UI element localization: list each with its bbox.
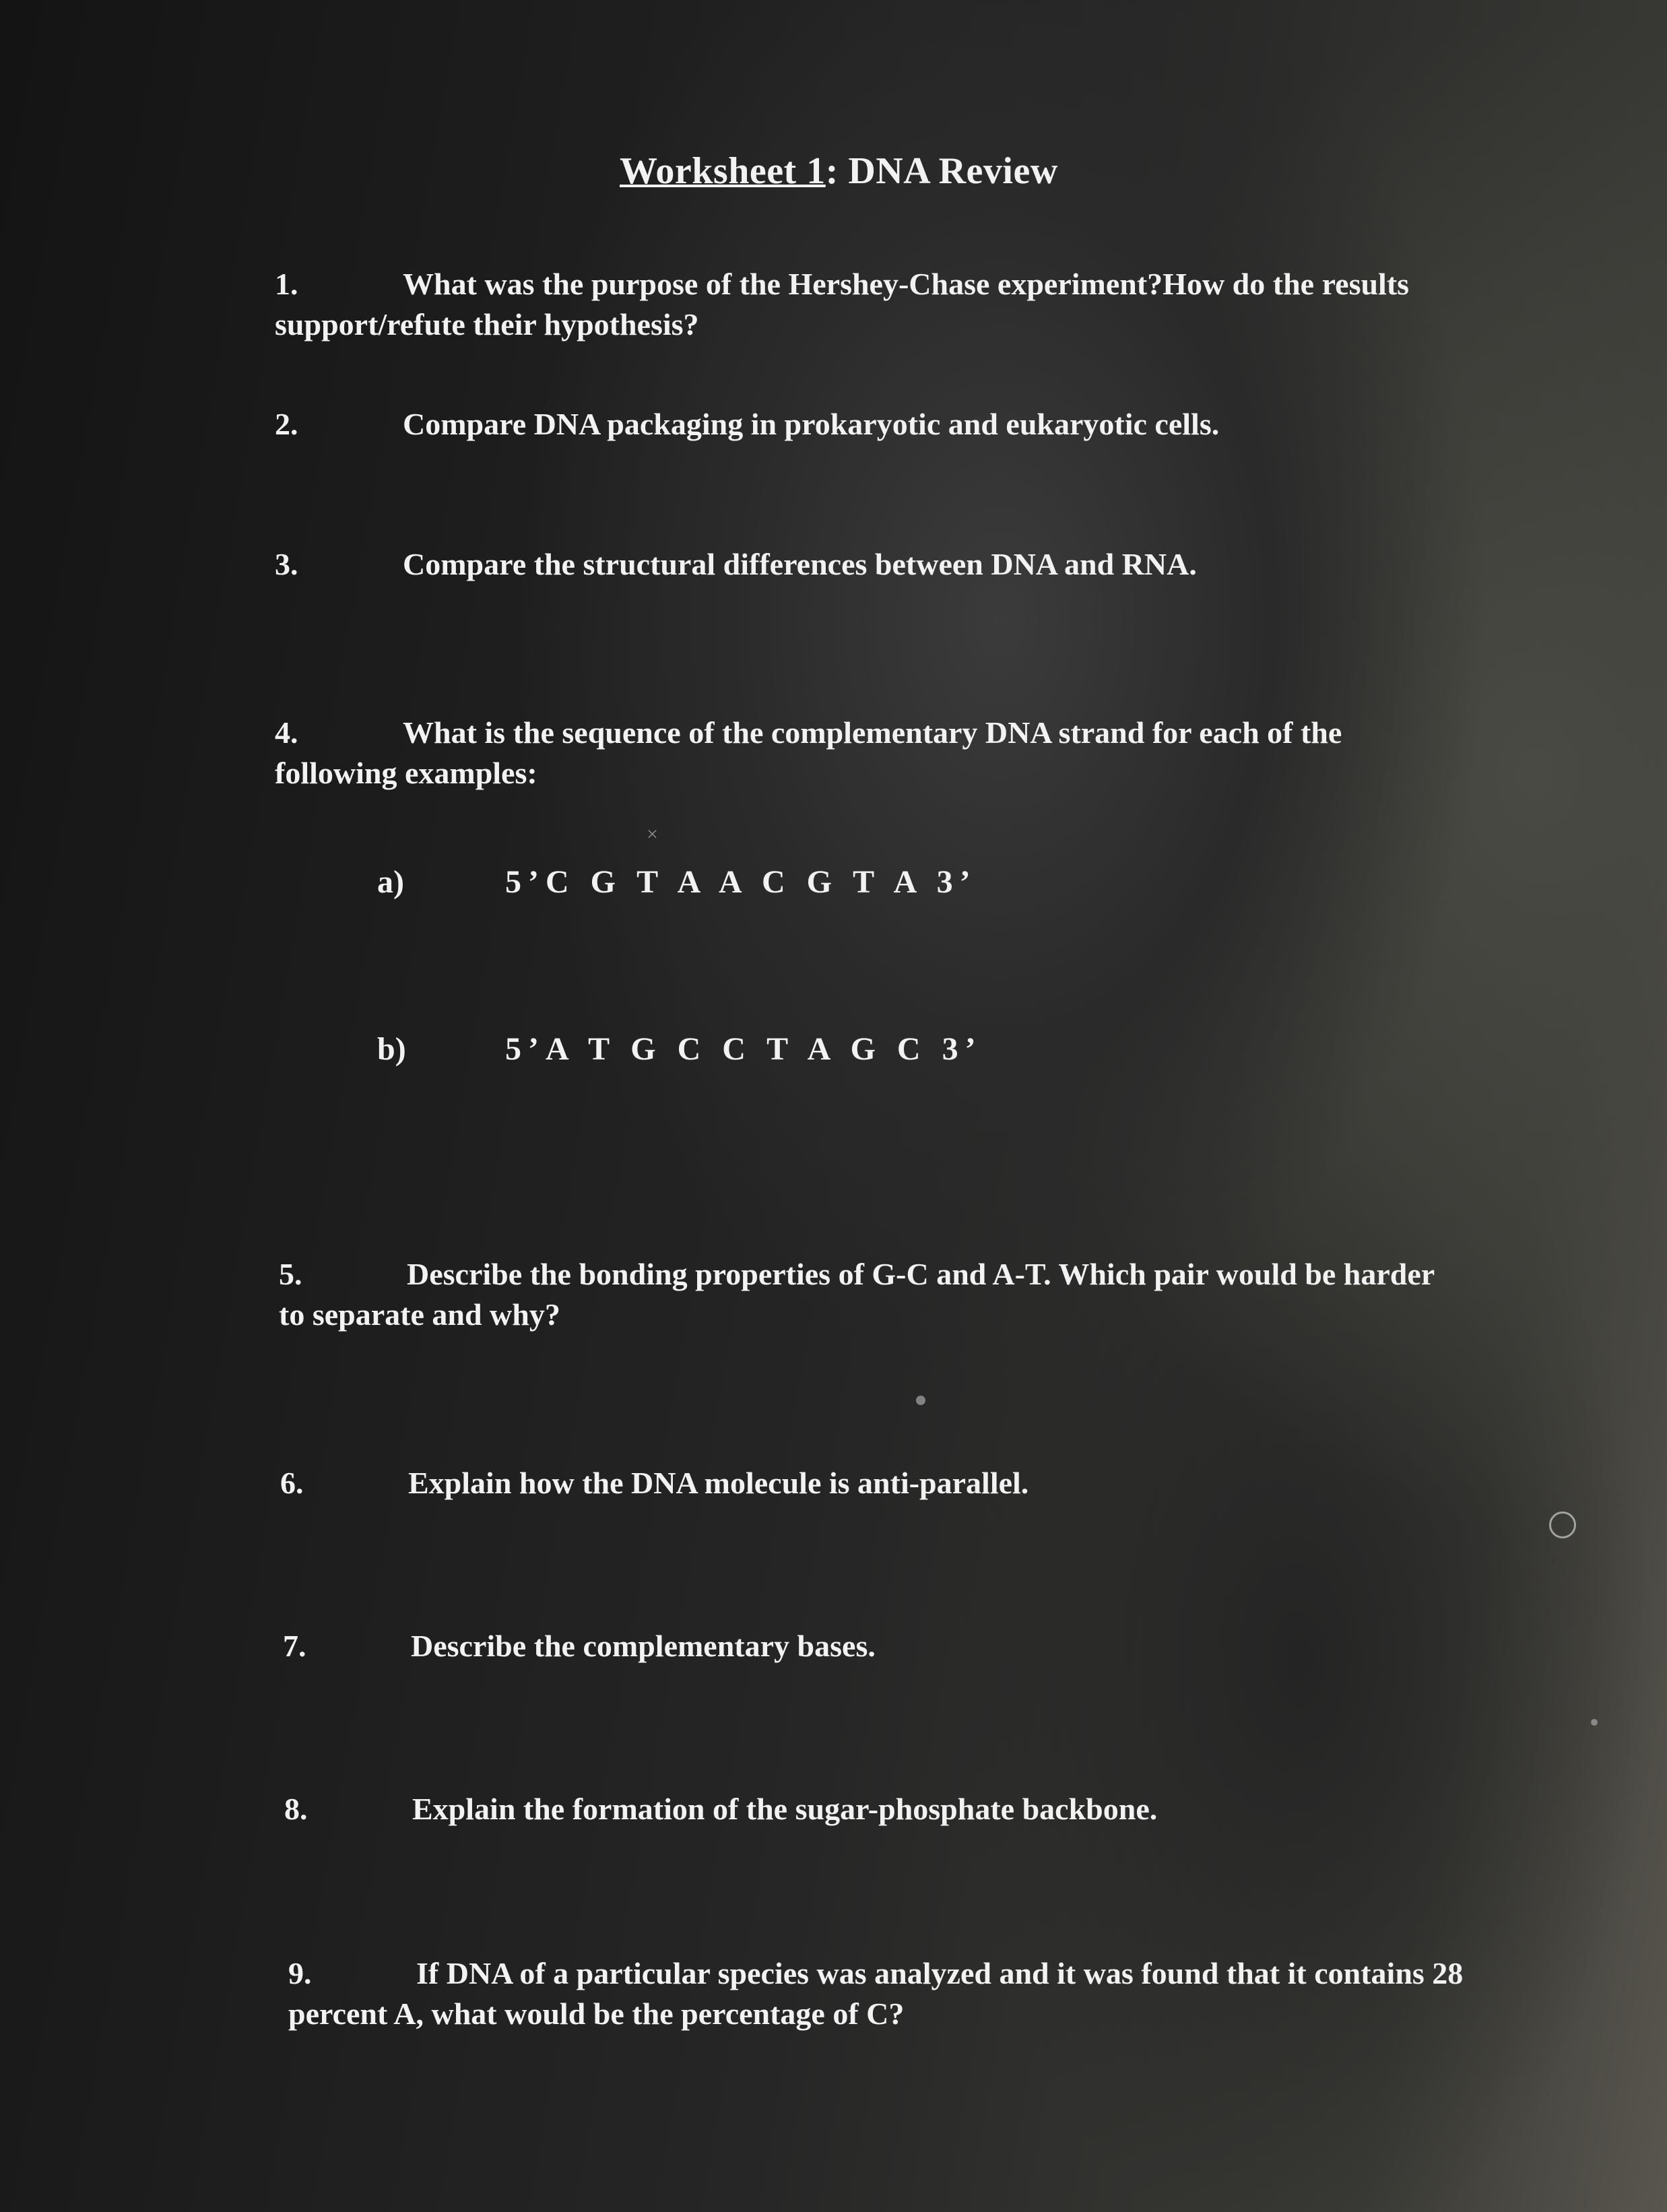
question-6 (280, 1463, 1466, 1503)
question-4 (275, 713, 1460, 793)
question-number: 1. (275, 267, 298, 301)
question-7 (283, 1626, 1468, 1666)
question-text: Compare the structural differences between DNA and RNA. (403, 547, 1197, 581)
example-a (377, 864, 977, 901)
screen-speck (916, 1396, 925, 1405)
screen-speck (1549, 1511, 1576, 1538)
question-number: 8. (284, 1792, 308, 1826)
question-number: 3. (275, 547, 298, 581)
question-3 (275, 544, 1460, 585)
question-text: What was the purpose of the Hershey-Chase experiment?How do the results (403, 267, 1410, 301)
question-text: If DNA of a particular species was analyzed and it was found that it contains 28 (416, 1956, 1464, 1990)
question-number: 6. (280, 1466, 304, 1500)
question-text: Describe the bonding properties of G-C and A-T. Which pair would be harder (407, 1257, 1435, 1291)
question-8 (284, 1789, 1470, 1829)
question-text-continued: following examples: (275, 756, 537, 790)
question-text-continued: to separate and why? (279, 1297, 560, 1332)
question-number: 5. (279, 1257, 302, 1291)
question-text-continued: support/refute their hypothesis? (275, 307, 699, 341)
question-number: 2. (275, 407, 298, 441)
example-b (377, 1031, 983, 1068)
worksheet-title-rest: : DNA Review (825, 150, 1058, 192)
question-1 (275, 264, 1460, 345)
stray-mark: × (647, 823, 658, 845)
question-2 (275, 404, 1460, 445)
screen-speck (1591, 1719, 1598, 1726)
question-text: Explain how the DNA molecule is anti-parallel. (408, 1466, 1029, 1500)
example-label: b) (377, 1031, 406, 1067)
question-number: 7. (283, 1629, 306, 1663)
worksheet-title-underlined: Worksheet 1 (620, 150, 826, 192)
dna-sequence: 5’C G T A A C G T A 3’ (505, 864, 977, 900)
question-text-continued: percent A, what would be the percentage of C? (288, 1996, 905, 2031)
question-9 (288, 1953, 1487, 2034)
question-text: What is the sequence of the complementary DNA strand for each of the (403, 715, 1342, 750)
question-text: Describe the complementary bases. (411, 1629, 876, 1663)
question-5 (279, 1254, 1464, 1335)
worksheet-title (620, 150, 1058, 193)
question-text: Explain the formation of the sugar-phosphate backbone. (412, 1792, 1158, 1826)
example-label: a) (377, 864, 404, 900)
question-number: 9. (288, 1956, 312, 1990)
question-number: 4. (275, 715, 298, 750)
question-text: Compare DNA packaging in prokaryotic and eukaryotic cells. (403, 407, 1220, 441)
dna-sequence: 5’A T G C C T A G C 3’ (505, 1031, 983, 1067)
